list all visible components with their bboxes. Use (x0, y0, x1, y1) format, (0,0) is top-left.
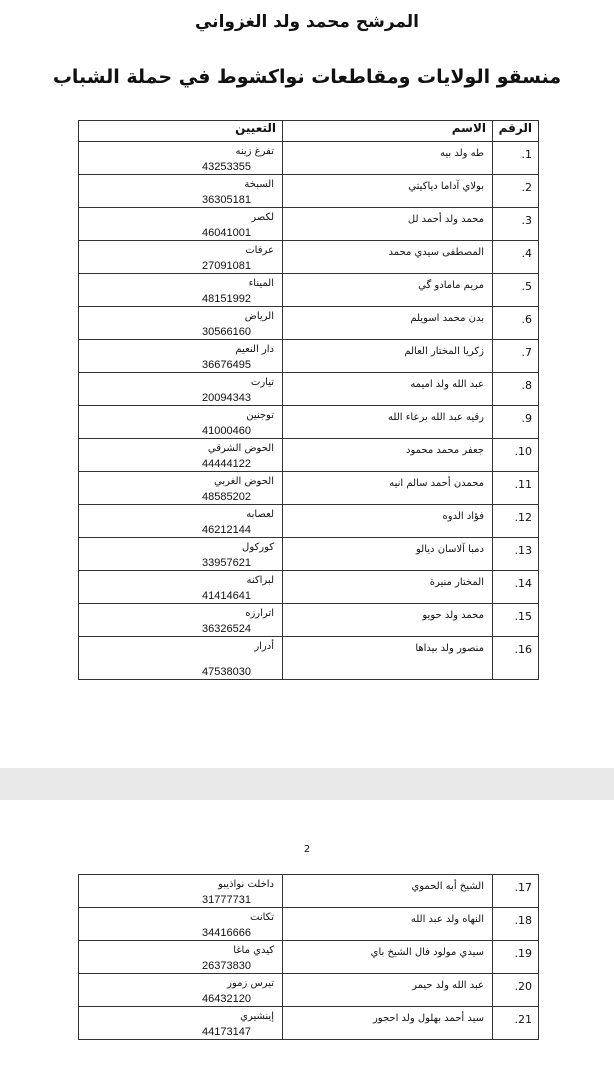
cell-name (283, 175, 493, 208)
coordinators-table-1 (78, 120, 539, 680)
cell-assignment (79, 941, 283, 974)
phone-number: 27091081 (202, 260, 251, 272)
cell-number-text: 6. (521, 313, 532, 326)
cell-assignment (79, 406, 283, 439)
table-header-row (79, 121, 539, 142)
phone-number: 26373830 (202, 960, 251, 972)
cell-assignment (79, 208, 283, 241)
cell-assignment-text: إينشيري (240, 1011, 274, 1022)
table-row (79, 604, 539, 637)
cell-name (283, 908, 493, 941)
cell-assignment (79, 604, 283, 637)
candidate-title: المرشح محمد ولد الغزواني (194, 12, 420, 32)
cell-assignment (79, 505, 283, 538)
cell-assignment-text: كيدي ماغا (233, 945, 274, 956)
phone-number: 46041001 (202, 227, 251, 239)
cell-name-text: النهاه ولد عبد الله (410, 914, 484, 925)
cell-name (283, 406, 493, 439)
cell-number (493, 142, 539, 175)
cell-number (493, 439, 539, 472)
phone-number: 41414641 (202, 590, 251, 602)
cell-number-text: 9. (521, 412, 532, 425)
cell-number (493, 908, 539, 941)
column-header-number: الرقم (493, 121, 539, 142)
phone-number: 36305181 (202, 194, 251, 206)
cell-name (283, 142, 493, 175)
cell-assignment (79, 1007, 283, 1040)
cell-number-text: 17. (514, 881, 532, 894)
cell-assignment (79, 637, 283, 680)
cell-assignment-text: دار النعيم (235, 344, 274, 355)
cell-name (283, 875, 493, 908)
phone-number: 36326524 (202, 623, 251, 635)
page-number: 2 (303, 844, 311, 855)
cell-number-text: 8. (521, 379, 532, 392)
cell-number (493, 208, 539, 241)
table-row (79, 472, 539, 505)
cell-number-text: 15. (514, 610, 532, 623)
cell-name (283, 505, 493, 538)
cell-assignment-text: الحوض الغربي (214, 476, 274, 487)
cell-name (283, 439, 493, 472)
cell-number (493, 941, 539, 974)
cell-name (283, 604, 493, 637)
cell-number (493, 637, 539, 680)
cell-assignment (79, 875, 283, 908)
cell-number-text: 5. (521, 280, 532, 293)
table-row (79, 241, 539, 274)
cell-assignment-text: السبخة (244, 179, 274, 190)
cell-number (493, 241, 539, 274)
cell-name (283, 208, 493, 241)
cell-name-text: الشيخ أبه الحموي (411, 881, 484, 892)
cell-name (283, 340, 493, 373)
cell-assignment-text: تيرس زمور (227, 978, 274, 989)
cell-assignment-text: لبراكنه (246, 575, 274, 586)
cell-name (283, 241, 493, 274)
table-row (79, 908, 539, 941)
phone-number: 46212144 (202, 524, 251, 536)
phone-number: 48151992 (202, 293, 251, 305)
cell-name-text: منصور ولد بيداها (415, 643, 484, 654)
table-row (79, 505, 539, 538)
phone-number: 30566160 (202, 326, 251, 338)
cell-assignment (79, 439, 283, 472)
cell-number (493, 472, 539, 505)
phone-number: 47538030 (202, 666, 251, 678)
cell-assignment-text: لكصر (251, 212, 274, 223)
cell-assignment-text: داخلت نواذيبو (218, 879, 274, 890)
table-row (79, 571, 539, 604)
cell-number (493, 307, 539, 340)
cell-name-text: طه ولد بيه (440, 148, 484, 159)
cell-number (493, 406, 539, 439)
cell-assignment (79, 142, 283, 175)
cell-number-text: 4. (521, 247, 532, 260)
cell-number-text: 3. (521, 214, 532, 227)
cell-name-text: المصطفى سيدي محمد (388, 247, 484, 258)
cell-assignment-text: توجنين (246, 410, 274, 421)
phone-number: 31777731 (202, 894, 251, 906)
cell-assignment-text: كوركول (242, 542, 274, 553)
cell-name-text: فؤاد الدوه (442, 511, 484, 522)
cell-name-text: محمد ولد حويو (422, 610, 484, 621)
cell-name (283, 472, 493, 505)
cell-name-text: زكريا المختار العالم (404, 346, 484, 357)
table-row (79, 538, 539, 571)
table-row (79, 274, 539, 307)
cell-assignment-text: الرياض (244, 311, 274, 322)
cell-assignment (79, 274, 283, 307)
table-row (79, 208, 539, 241)
phone-number: 20094343 (202, 392, 251, 404)
cell-number (493, 274, 539, 307)
table-row (79, 406, 539, 439)
cell-number-text: 2. (521, 181, 532, 194)
cell-name-text: عبد الله ولد حيمر (412, 980, 484, 991)
cell-number (493, 373, 539, 406)
table-row (79, 307, 539, 340)
cell-number (493, 571, 539, 604)
cell-number (493, 1007, 539, 1040)
cell-number-text: 1. (521, 148, 532, 161)
cell-number (493, 974, 539, 1007)
cell-number-text: 20. (514, 980, 532, 993)
table-body-2 (79, 875, 539, 1040)
cell-name-text: جعفر محمد محمود (406, 445, 484, 456)
cell-assignment (79, 340, 283, 373)
cell-name-text: مريم مامادو گي (418, 280, 484, 291)
phone-number: 43253355 (202, 161, 251, 173)
cell-name (283, 274, 493, 307)
table-row (79, 340, 539, 373)
phone-number: 34416666 (202, 927, 251, 939)
cell-assignment-text: تيارت (250, 377, 274, 388)
cell-assignment-text: تكانت (250, 912, 274, 923)
cell-assignment-text: تفرغ زينه (235, 146, 274, 157)
cell-number-text: 21. (514, 1013, 532, 1026)
cell-number-text: 13. (514, 544, 532, 557)
cell-number (493, 875, 539, 908)
table-row (79, 941, 539, 974)
cell-name-text: سيدي مولود فال الشيخ باي (370, 947, 484, 958)
cell-number-text: 19. (514, 947, 532, 960)
cell-name (283, 373, 493, 406)
cell-assignment (79, 538, 283, 571)
cell-number-text: 7. (521, 346, 532, 359)
cell-assignment-text: أدرار (254, 641, 274, 652)
table-row (79, 974, 539, 1007)
table-row (79, 439, 539, 472)
cell-number-text: 14. (514, 577, 532, 590)
cell-number-text: 16. (514, 643, 532, 656)
phone-number: 33957621 (202, 557, 251, 569)
cell-assignment (79, 908, 283, 941)
column-header-name: الاسم (283, 121, 493, 142)
cell-name-text: دمبا آلاسان ديالو (416, 544, 484, 555)
table-row (79, 637, 539, 680)
phone-number: 46432120 (202, 993, 251, 1005)
table-row (79, 175, 539, 208)
cell-number (493, 604, 539, 637)
cell-number (493, 340, 539, 373)
cell-name-text: محمدن أحمد سالم انيه (389, 478, 484, 489)
cell-number (493, 505, 539, 538)
table-row (79, 142, 539, 175)
cell-assignment (79, 373, 283, 406)
cell-assignment (79, 571, 283, 604)
cell-name-text: محمد ولد أحمد لل (407, 214, 484, 225)
cell-assignment-text: اترارزه (245, 608, 274, 619)
document-subtitle: منسقو الولايات ومقاطعات نواكشوط في حملة الشباب (52, 66, 562, 88)
cell-assignment (79, 175, 283, 208)
cell-number-text: 12. (514, 511, 532, 524)
cell-name (283, 637, 493, 680)
cell-name-text: بولاي آداما دياكيتي (408, 181, 484, 192)
phone-number: 41000460 (202, 425, 251, 437)
phone-number: 48585202 (202, 491, 251, 503)
cell-name (283, 538, 493, 571)
phone-number: 44173147 (202, 1026, 251, 1038)
cell-number-text: 18. (514, 914, 532, 927)
cell-name-text: عبد الله ولد اميمه (410, 379, 484, 390)
cell-name (283, 571, 493, 604)
cell-assignment-text: الحوض الشرقي (207, 443, 274, 454)
cell-assignment (79, 472, 283, 505)
cell-name (283, 974, 493, 1007)
table-row (79, 1007, 539, 1040)
cell-name-text: رقيه عبد الله برعاء الله (388, 412, 484, 423)
cell-number (493, 175, 539, 208)
coordinators-table-2 (78, 874, 539, 1040)
phone-number: 44444122 (202, 458, 251, 470)
cell-name (283, 1007, 493, 1040)
cell-assignment (79, 241, 283, 274)
cell-name-text: سيد أحمد بهلول ولد احجور (372, 1013, 484, 1024)
cell-number (493, 538, 539, 571)
column-header-assignment: التعيين (79, 121, 283, 142)
cell-name-text: المختار منيرة (429, 577, 484, 588)
cell-assignment-text: الميناء (248, 278, 274, 289)
table-row (79, 875, 539, 908)
cell-assignment-text: عرفات (245, 245, 274, 256)
cell-number-text: 11. (514, 478, 532, 491)
table-row (79, 373, 539, 406)
table-body-1 (79, 142, 539, 680)
cell-assignment (79, 974, 283, 1007)
cell-name-text: بدن محمد اسويلم (410, 313, 484, 324)
page-2 (0, 800, 614, 1080)
cell-assignment (79, 307, 283, 340)
cell-name (283, 307, 493, 340)
phone-number: 36676495 (202, 359, 251, 371)
cell-number-text: 10. (514, 445, 532, 458)
cell-name (283, 941, 493, 974)
cell-assignment-text: لعصابه (246, 509, 274, 520)
